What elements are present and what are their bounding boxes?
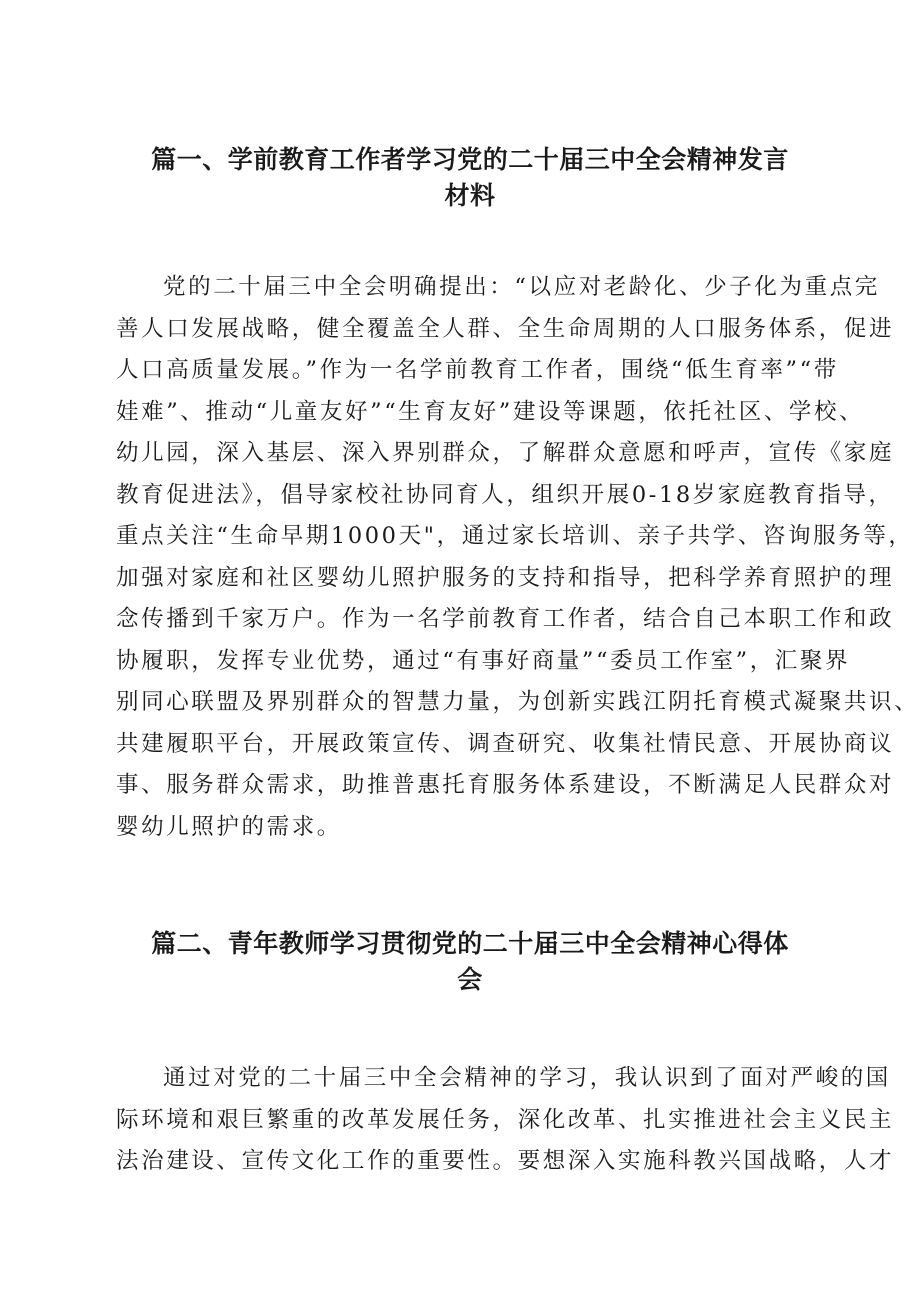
section-1-title-line: 材料: [444, 181, 496, 210]
body-line: 善人口发展战略，健全覆盖全人群、全生命周期的人口服务体系，促进: [116, 315, 895, 342]
section-1-title-line: 篇一、学前教育工作者学习党的二十届三中全会精神发言: [151, 145, 789, 174]
body-line: 幼儿园，深入基层、深入界别群众，了解群众意愿和呼声，宣传《家庭: [116, 440, 895, 466]
body-line: 协履职，发挥专业优势，通过“有事好商量”“委员工作室”，汇聚界: [116, 647, 851, 674]
body-line: 加强对家庭和社区婴幼儿照护服务的支持和指导，把科学养育照护的理: [116, 564, 895, 591]
section-2-title-line: 篇二、青年教师学习贯彻党的二十届三中全会精神心得体: [151, 929, 789, 958]
body-line: 别同心联盟及界别群众的智慧力量，为创新实践江阴托育模式凝聚共识、: [116, 689, 920, 715]
body-line: 婴幼儿照护的需求。: [116, 813, 342, 840]
body-line: 念传播到千家万户。作为一名学前教育工作者，结合自己本职工作和政: [116, 606, 895, 632]
body-line: 教育促进法》，倡导家校社协同育人，组织开展0-18岁家庭教育指导，: [116, 481, 894, 508]
body-line: 重点关注“生命早期1000天"，通过家长培训、亲子共学、咨询服务等，: [116, 523, 914, 549]
body-line: 党的二十届三中全会明确提出：“以应对老龄化、少子化为重点完: [163, 274, 880, 300]
body-line: 共建履职平台，开展政策宣传、调查研究、收集社情民意、开展协商议: [116, 730, 895, 757]
section-2-title: [112, 926, 828, 998]
body-line: 际环境和艰巨繁重的改革发展任务，深化改革、扎实推进社会主义民主: [116, 1106, 895, 1133]
body-line: 法治建设、宣传文化工作的重要性。要想深入实施科教兴国战略，人才: [116, 1148, 895, 1174]
body-line: 通过对党的二十届三中全会精神的学习，我认识到了面对严峻的国: [163, 1065, 891, 1091]
section-2-body: [116, 1058, 895, 1183]
body-line: 人口高质量发展。”作为一名学前教育工作者，围绕“低生育率”“带: [116, 357, 839, 383]
body-line: 事、服务群众需求，助推普惠托育服务体系建设，不断满足人民群众对: [116, 772, 895, 798]
section-1-title: [112, 142, 828, 214]
section-1-body: [116, 267, 920, 848]
body-line: 娃难”、推动“儿童友好”“生育友好”建设等课题，依托社区、学校、: [116, 398, 865, 425]
section-2-title-line: 会: [457, 965, 483, 994]
